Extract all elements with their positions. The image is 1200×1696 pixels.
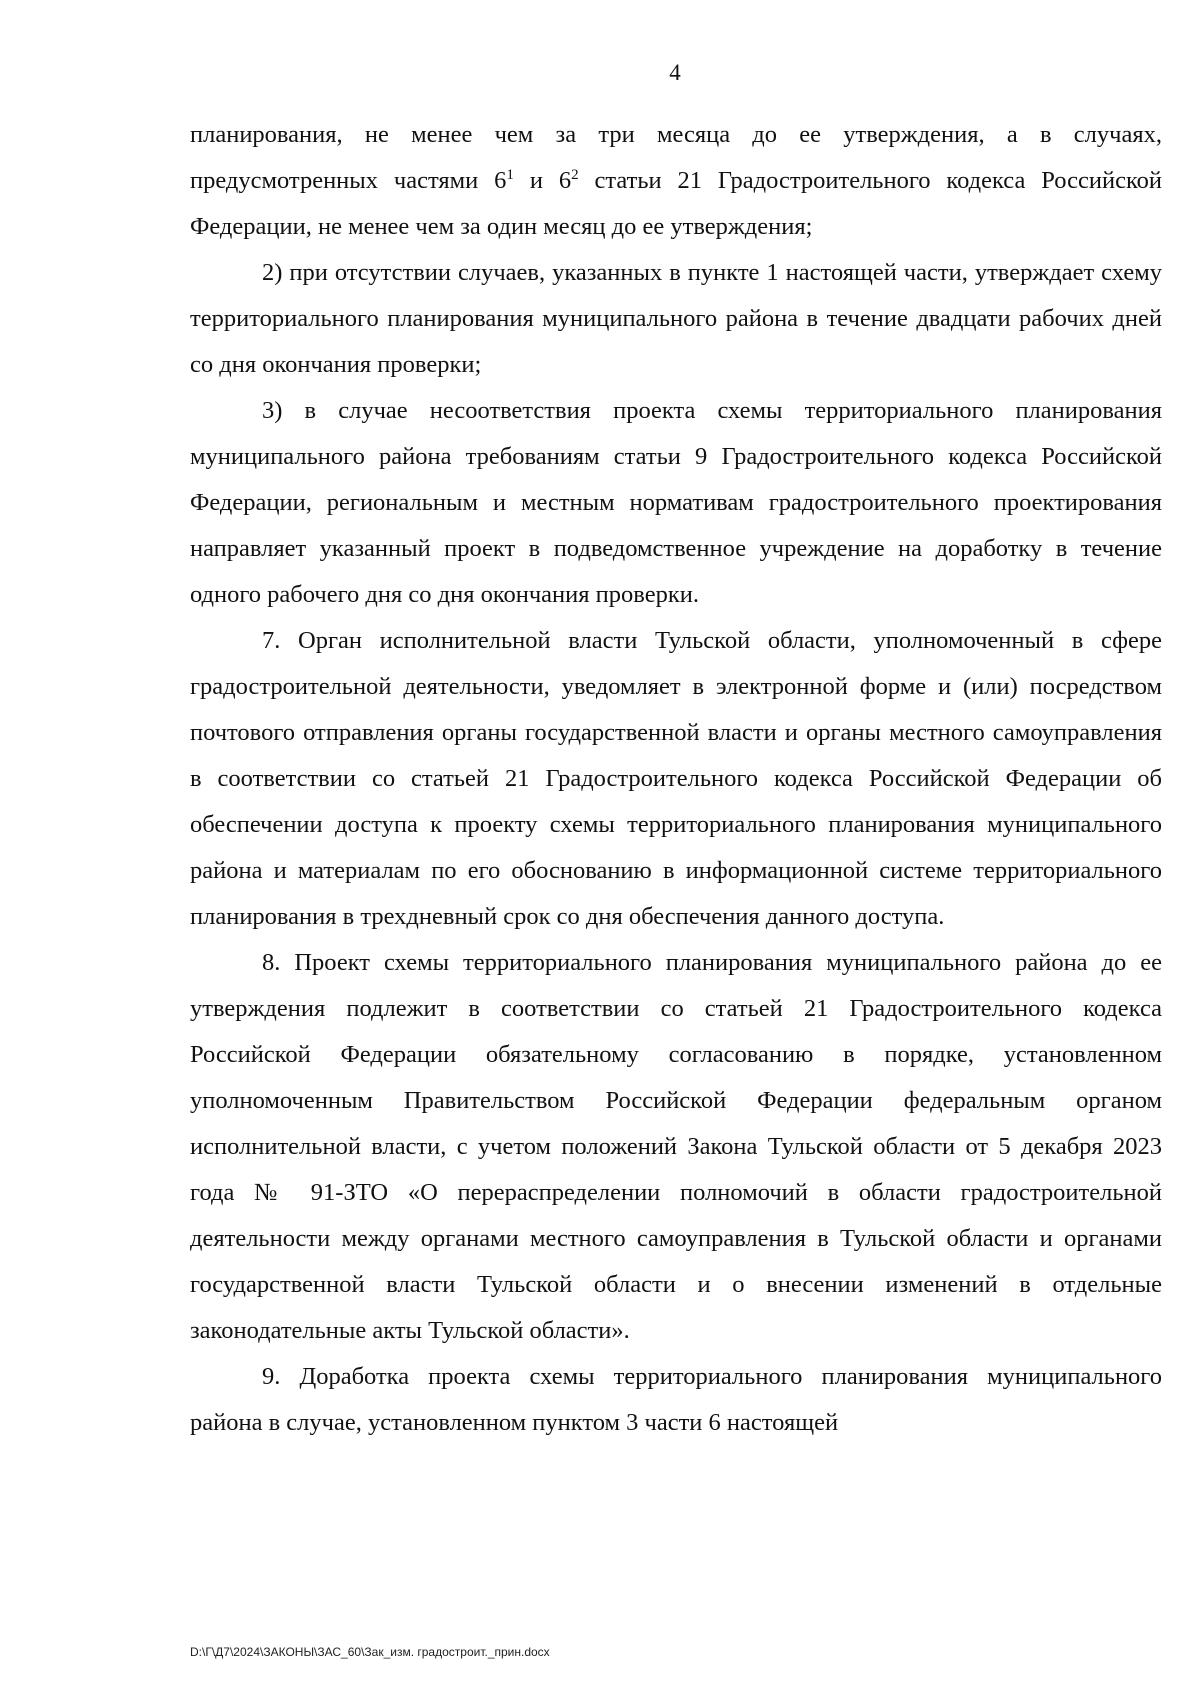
superscript: 1 (506, 167, 514, 183)
paragraph-text-part: статьи 21 Градостроительного кодекса Российской Федерации, не менее чем за один месяц до ее утверждения; (190, 167, 1162, 240)
paragraph-continuation (190, 112, 1162, 250)
page-number: 4 (669, 60, 681, 85)
paragraph-item-2: 2) при отсутствии случаев, указанных в пункте 1 настоящей части, утверждает схему территориального планирования муниципального района в течение двадцати рабочих дней со дня окончания проверки; (190, 259, 1162, 378)
file-path-footer: D:\Г\Д7\2024\ЗАКОНЫ\ЗАС_60\Зак_изм. градостроит._прин.docx (190, 1645, 550, 1659)
paragraph-text-part: планирования, не менее чем за три месяца до ее утверждения, а в случаях, предусмотренных частями 6 (190, 121, 1162, 194)
paragraph-section-8: 8. Проект схемы территориального планирования муниципального района до ее утверждения подлежит в соответствии со статьей 21 Градостроительного кодекса Российской Федерации обязательному согласованию в порядке, установленном уполномоченным Правительством Российской Федерации федеральным органом исполнительной власти, с учетом положений Закона Тульской области от 5 декабря 2023 года № 91-ЗТО «О перераспределении полномочий в области градостроительной деятельности между органами местного самоуправления в Тульской области и органами государственной власти Тульской области и о внесении изменений в отдельные законодательные акты Тульской области». (190, 949, 1162, 1344)
superscript: 2 (571, 167, 579, 183)
paragraph-section-9: 9. Доработка проекта схемы территориального планирования муниципального района в случае, установленном пунктом 3 части 6 настоящей (190, 1363, 1162, 1436)
document-body (190, 112, 1162, 1446)
paragraph-section-7: 7. Орган исполнительной власти Тульской области, уполномоченный в сфере градостроительной деятельности, уведомляет в электронной форме и (или) посредством почтового отправления органы государственной власти и органы местного самоуправления в соответствии со статьей 21 Градостроительного кодекса Российской Федерации об обеспечении доступа к проекту схемы территориального планирования муниципального района и материалам по его обоснованию в информационной системе территориального планирования в трехдневный срок со дня обеспечения данного доступа. (190, 627, 1162, 930)
paragraph-text-part: и 6 (513, 167, 572, 194)
paragraph-item-3: 3) в случае несоответствия проекта схемы территориального планирования муниципального района требованиям статьи 9 Градостроительного кодекса Российской Федерации, региональным и местным нормативам градостроительного проектирования направляет указанный проект в подведомственное учреждение на доработку в течение одного рабочего дня со дня окончания проверки. (190, 397, 1162, 608)
